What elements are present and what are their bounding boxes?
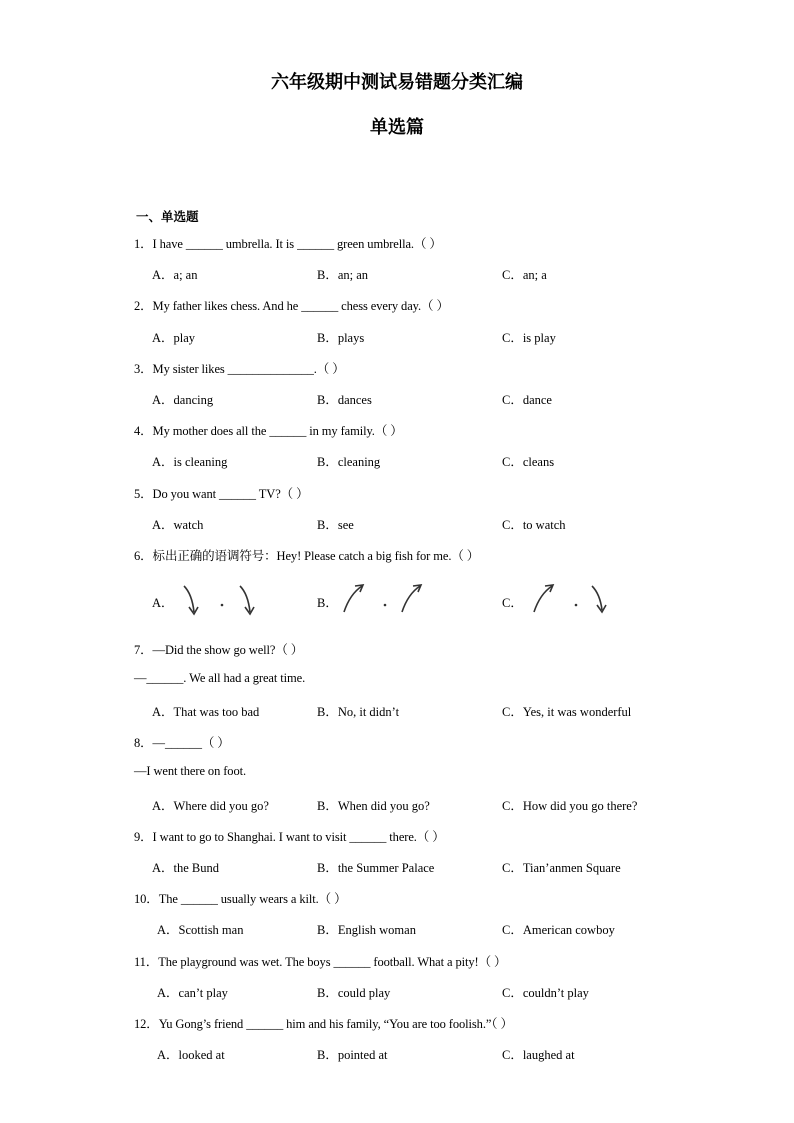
rising-intonation-arrow-icon (344, 585, 363, 612)
question-10-option-a[interactable]: A．Scottish man (157, 923, 244, 937)
question-12-option-a[interactable]: A．looked at (157, 1048, 225, 1062)
question-12-option-c[interactable]: C．laughed at (502, 1048, 575, 1062)
question-7-option-b[interactable]: B．No, it didn’t (317, 705, 400, 719)
question-6-option-a-arrows (178, 580, 262, 620)
rising-intonation-arrow-icon (534, 585, 553, 612)
question-2-option-b[interactable]: B．plays (317, 331, 365, 345)
question-8-dialogue: —I went there on foot. (134, 764, 247, 778)
question-11-option-c[interactable]: C．couldn’t play (502, 986, 589, 1000)
question-1-option-a[interactable]: A．a; an (152, 268, 198, 282)
question-7-stem: 7．—Did the show go well?（ ） (134, 643, 304, 657)
question-5-option-c[interactable]: C．to watch (502, 518, 566, 532)
question-7-dialogue: —______. We all had a great time. (134, 671, 306, 685)
question-6-option-b-arrows (338, 580, 428, 620)
falling-intonation-arrow-icon (184, 586, 198, 614)
document-title: 六年级期中测试易错题分类汇编 (271, 72, 523, 93)
question-1-option-c[interactable]: C．an; a (502, 268, 547, 282)
question-9-option-a[interactable]: A．the Bund (152, 861, 220, 875)
question-5-option-b[interactable]: B．see (317, 518, 354, 532)
question-6-option-c[interactable]: C． (502, 596, 523, 610)
separator-comma-icon (575, 604, 578, 607)
question-10-stem: 10．The ______ usually wears a kilt.（ ） (134, 892, 347, 906)
question-11-option-b[interactable]: B．could play (317, 986, 391, 1000)
question-1-option-b[interactable]: B．an; an (317, 268, 369, 282)
question-6-option-a[interactable]: A． (152, 596, 174, 610)
question-2-option-a[interactable]: A．play (152, 331, 196, 345)
question-4-stem: 4．My mother does all the ______ in my family.（ ） (134, 424, 403, 438)
question-5-option-a[interactable]: A．watch (152, 518, 204, 532)
question-8-stem: 8．—______（ ） (134, 736, 230, 750)
separator-comma-icon (221, 604, 224, 607)
question-12-option-b[interactable]: B．pointed at (317, 1048, 388, 1062)
document-subtitle: 单选篇 (370, 117, 424, 138)
falling-intonation-arrow-icon (240, 586, 254, 614)
question-7-option-c[interactable]: C．Yes, it was wonderful (502, 705, 632, 719)
question-6-stem: 6．标出正确的语调符号：Hey! Please catch a big fish for me.（ ） (134, 549, 480, 563)
question-8-option-a[interactable]: A．Where did you go? (152, 799, 269, 813)
question-8-option-b[interactable]: B．When did you go? (317, 799, 430, 813)
question-7-option-a[interactable]: A．That was too bad (152, 705, 260, 719)
question-4-option-b[interactable]: B．cleaning (317, 455, 381, 469)
question-10-option-c[interactable]: C．American cowboy (502, 923, 615, 937)
separator-comma-icon (384, 604, 387, 607)
question-9-option-c[interactable]: C．Tian’anmen Square (502, 861, 621, 875)
question-12-stem: 12．Yu Gong’s friend ______ him and his family, “You are too foolish.”（ ） (134, 1017, 513, 1031)
question-4-option-a[interactable]: A．is cleaning (152, 455, 228, 469)
question-9-stem: 9．I want to go to Shanghai. I want to visit ______ there.（ ） (134, 830, 445, 844)
question-6-option-c-arrows (528, 580, 614, 620)
question-3-option-b[interactable]: B．dances (317, 393, 372, 407)
question-9-option-b[interactable]: B．the Summer Palace (317, 861, 435, 875)
question-3-option-a[interactable]: A．dancing (152, 393, 214, 407)
question-5-stem: 5．Do you want ______ TV?（ ） (134, 487, 309, 501)
question-10-option-b[interactable]: B．English woman (317, 923, 416, 937)
question-2-stem: 2．My father likes chess. And he ______ chess every day.（ ） (134, 299, 449, 313)
question-3-option-c[interactable]: C．dance (502, 393, 552, 407)
falling-intonation-arrow-icon (592, 586, 606, 612)
question-2-option-c[interactable]: C．is play (502, 331, 556, 345)
question-1-stem: 1．I have ______ umbrella. It is ______ green umbrella.（ ） (134, 237, 442, 251)
question-8-option-c[interactable]: C．How did you go there? (502, 799, 638, 813)
question-11-stem: 11．The playground was wet. The boys ______ football. What a pity!（ ） (134, 955, 507, 969)
question-11-option-a[interactable]: A．can’t play (157, 986, 228, 1000)
section-heading: 一、单选题 (136, 209, 199, 224)
question-6-option-b[interactable]: B． (317, 596, 338, 610)
question-3-stem: 3．My sister likes ______________.（ ） (134, 362, 345, 376)
question-4-option-c[interactable]: C．cleans (502, 455, 555, 469)
rising-intonation-arrow-icon (402, 585, 421, 612)
